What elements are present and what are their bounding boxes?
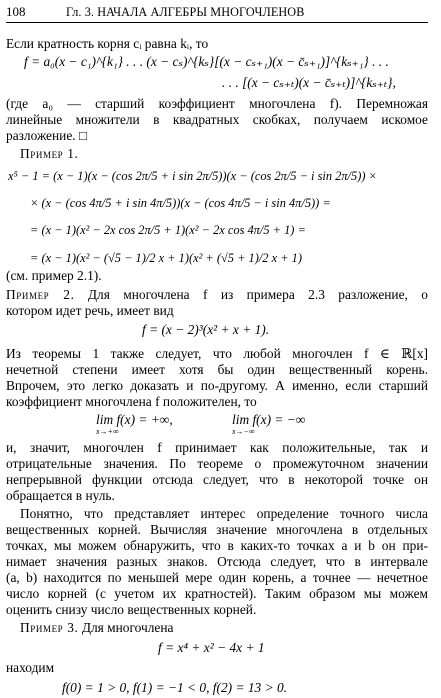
example-label: Пример 3. [20,620,79,635]
formula-line: x⁵ − 1 = (x − 1)(x − (cos 2π/5 + i sin 2π/5))(x − (cos 2π/5 − i sin 2π/5)) × [8,169,377,183]
formula-line: = (x − 1)(x² − 2x cos 2π/5 + 1)(x² − 2x cos 4π/5 + 1) = [30,223,306,237]
example-heading [20,146,78,162]
text-line: точках, мы можем обнаружить, что в каких-то точках a и b он при- [6,538,428,553]
text-line: Впрочем, это легко доказать и по-другому. А именно, если старший [6,378,428,393]
text-line: число корней (с учетом их кратностей). Таким образом мы можем [6,586,428,601]
limit-subscript: x→−∞ [232,427,255,436]
formula-line: = (x − 1)(x² − (√5 − 1)/2 x + 1)(x² + (√5 + 1)/2 x + 1) [30,251,302,265]
example-heading: Пример 3. Для многочлена [20,620,174,635]
text-line [6,287,428,303]
example-paragraph-text: Пример 2. Для многочлена f из примера 2.3 разложение, о [6,287,428,302]
running-title: Гл. 3. НАЧАЛА АЛГЕБРЫ МНОГОЧЛЕНОВ [66,5,305,19]
limit-expression: lim f(x) = −∞ [232,412,306,427]
text-line: отрицательные значения. По теореме о промежуточном значении [6,456,428,471]
text-line: Если кратность корня cᵢ равна kᵢ, то [6,36,209,51]
text-line: нечетной степени имеет хотя бы один вещественный корень. [6,362,428,377]
header-rule [6,22,428,23]
text-line: Понятно, что представляет интерес определение точного числа [20,506,428,521]
example-label: Пример 2. [6,287,75,302]
limit-subscript: x→+∞ [96,427,119,436]
page-number: 108 [6,4,26,19]
formula-line: f = (x − 2)³(x² + x + 1). [142,322,270,337]
example-label: Пример 1. [20,146,79,161]
formula-line: × (x − (cos 4π/5 + i sin 4π/5))(x − (cos 4π/5 − i sin 4π/5)) = [30,196,331,210]
text-line: (см. пример 2.1). [6,268,102,283]
text-line: котором идет речь, имеет вид [6,303,174,318]
text-line: и, значит, многочлен f принимает как положительные, так и [6,440,428,455]
text-line: (где a₀ — старший коэффициент многочлена f). Перемножая [6,96,428,111]
formula-line: f = a₀(x − c₁)^{k₁} . . . (x − cₛ)^{kₛ}[(x − cₛ₊₁)(x − c̄ₛ₊₁)]^{kₛ₊₁} . . . [24,54,389,69]
text-line: Из теоремы 1 также следует, что любой многочлен f ∈ ℝ[x] [6,346,428,361]
formula-line: . . . [(x − cₛ₊ₜ)(x − c̄ₛ₊ₜ)]^{kₛ₊ₜ}, [222,75,396,90]
limit-minus-infinity [232,412,306,436]
text-line: линейные множители в квадратных скобках, получаем искомое [6,112,428,127]
text-line: оценить снизу число вещественных корней. [6,602,257,617]
formula-line: f(0) = 1 > 0, f(1) = −1 < 0, f(2) = 13 > 0. [62,680,288,695]
page-header [6,4,435,20]
text-line: нимает значения разных знаков. Отсюда следует, что в интервале [6,554,428,569]
formula-line: f = x⁴ + x² − 4x + 1 [158,640,265,655]
limit-expression: lim f(x) = +∞, [96,412,173,427]
text-line: находим [6,660,55,675]
text-line: непрерывной функции отсюда следует, что в некоторой точке он [6,472,428,487]
text-line: вещественных корней. Вычисляя значение многочлена в отдельных [6,522,428,537]
text-line: коэффициент многочлена f положителен, то [6,394,257,409]
text-line: обращается в нуль. [6,488,115,503]
text-line: (a, b) находится по меньшей мере один корень, а точнее — нечетное [6,570,428,585]
limit-plus-infinity [96,412,173,436]
text-line: разложение. □ [6,128,88,143]
